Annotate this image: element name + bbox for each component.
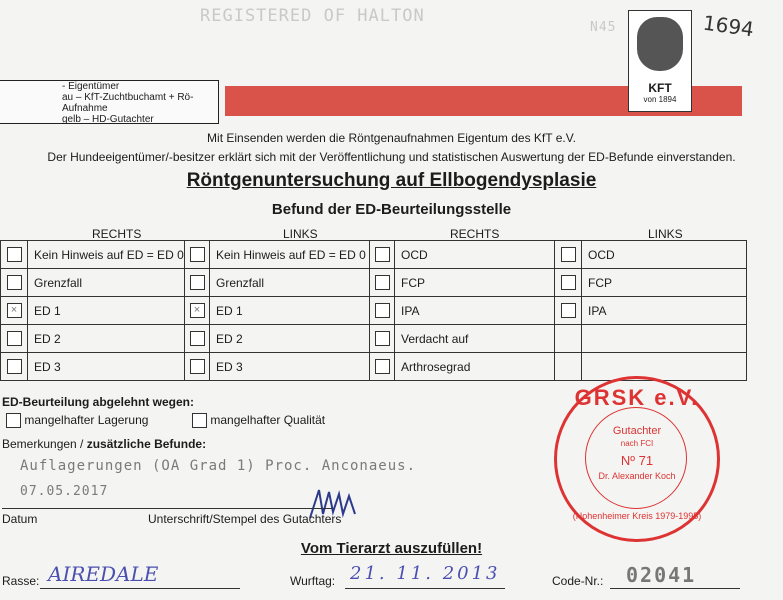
checkbox[interactable] (190, 247, 205, 262)
checkbox-cell (185, 241, 210, 269)
checkbox-cell (185, 325, 210, 353)
remarks-heading-bold: zusätzliche Befunde: (86, 437, 207, 451)
option-label: mangelhafter Lagerung (24, 413, 149, 427)
checkbox-cell (555, 241, 582, 269)
wurftag-value[interactable]: 21. 11. 2013 (350, 563, 501, 584)
finding-label: OCD (395, 241, 555, 269)
checkbox-cell (185, 297, 210, 325)
checkbox-cell (555, 269, 582, 297)
finding-label: Kein Hinweis auf ED = ED 0 (210, 241, 370, 269)
checkbox-cell (555, 353, 582, 381)
checkbox[interactable] (375, 331, 390, 346)
checkbox-cell (370, 297, 395, 325)
finding-label (582, 353, 747, 381)
logo-since-text: von 1894 (643, 95, 677, 104)
checkbox[interactable] (190, 359, 205, 374)
rasse-line (40, 588, 240, 589)
checkbox-cell (185, 353, 210, 381)
finding-label: ED 3 (210, 353, 370, 381)
finding-label: FCP (395, 269, 555, 297)
kft-logo (628, 10, 692, 112)
finding-label: ED 1 (210, 297, 370, 325)
remarks-heading (2, 437, 206, 451)
checkbox[interactable] (7, 359, 22, 374)
rejection-heading: ED-Beurteilung abgelehnt wegen: (2, 395, 195, 409)
checkbox-cell (370, 325, 395, 353)
checkbox[interactable] (7, 247, 22, 262)
wurftag-line (345, 588, 505, 589)
checkbox-cell (1, 353, 28, 381)
checkbox[interactable] (375, 247, 390, 262)
finding-label (582, 325, 747, 353)
finding-label: Grenzfall (210, 269, 370, 297)
form-subtitle: Befund der ED-Beurteilungsstelle (271, 201, 512, 218)
report-date: 07.05.2017 (20, 484, 109, 499)
checkbox-cell (555, 297, 582, 325)
checkbox-cell (370, 353, 395, 381)
checkbox-cell (370, 269, 395, 297)
code-value: 02041 (626, 563, 697, 587)
table-row (1, 297, 747, 325)
gutachter-stamp (554, 376, 720, 542)
rejection-option-qualitaet[interactable] (192, 413, 325, 428)
checkbox-cell (1, 241, 28, 269)
checkbox[interactable]: × (190, 303, 205, 318)
checkbox[interactable] (561, 303, 576, 318)
checkbox[interactable] (7, 331, 22, 346)
wurftag-label: Wurftag: (290, 574, 336, 588)
dog-heads-emblem-icon (637, 17, 683, 71)
rasse-label: Rasse: (2, 574, 40, 588)
col-header-rechts-1: RECHTS (92, 227, 142, 241)
table-row (1, 325, 747, 353)
checkbox[interactable] (375, 303, 390, 318)
checkbox[interactable] (192, 413, 207, 428)
checkbox-cell (370, 241, 395, 269)
legend-line-1: - Eigentümer (62, 81, 120, 92)
checkbox-cell (185, 269, 210, 297)
remarks-heading-plain: Bemerkungen / (2, 437, 87, 451)
checkbox[interactable] (375, 359, 390, 374)
finding-label: OCD (582, 241, 747, 269)
stamp-nach: nach FCI (620, 439, 654, 448)
bleed-through-code: N45 (590, 20, 617, 35)
checkbox[interactable] (375, 275, 390, 290)
checkbox-cell (1, 269, 28, 297)
remarks-text: Auflagerungen (OA Grad 1) Proc. Anconaeus. (20, 458, 417, 474)
datum-label: Datum (2, 512, 38, 526)
finding-label: IPA (582, 297, 747, 325)
checkbox[interactable] (7, 275, 22, 290)
col-header-links-2: LINKS (648, 227, 683, 241)
finding-label: ED 2 (28, 325, 185, 353)
finding-label: ED 1 (28, 297, 185, 325)
checkbox[interactable] (561, 275, 576, 290)
checkbox[interactable] (6, 413, 21, 428)
code-label: Code-Nr.: (552, 574, 604, 588)
copy-legend (0, 80, 219, 124)
legend-line-2: au – KfT-Zuchtbuchamt + Rö-Aufnahme (62, 92, 194, 114)
findings-table (0, 240, 747, 381)
finding-label: Kein Hinweis auf ED = ED 0 (28, 241, 185, 269)
finding-label: Arthrosegrad (395, 353, 555, 381)
logo-kft-text: KFT (648, 81, 672, 95)
finding-label: Grenzfall (28, 269, 185, 297)
table-row (1, 241, 747, 269)
stamp-doctor: Dr. Alexander Koch (598, 471, 676, 481)
stamp-place: (Hohenheimer Kreis 1979-1995) (572, 511, 702, 521)
stamp-org: GRSK e.V. (574, 385, 700, 410)
checkbox[interactable]: × (7, 303, 22, 318)
option-label: mangelhafter Qualität (210, 413, 326, 427)
checkbox-cell (1, 297, 28, 325)
finding-label: ED 3 (28, 353, 185, 381)
stamp-number: Nº 71 (620, 453, 654, 468)
col-header-rechts-2: RECHTS (450, 227, 500, 241)
finding-label: IPA (395, 297, 555, 325)
finding-label: FCP (582, 269, 747, 297)
notice-line-2: Der Hundeeigentümer/-besitzer erklärt sich mit der Veröffentlichung und statistischen Auswertung der ED-Befunde einverstanden. (47, 150, 736, 164)
stamp-role: Gutachter (612, 425, 662, 437)
bleed-through-text: REGISTERED OF HALTON (200, 6, 425, 26)
code-line (610, 588, 740, 589)
legend-line-3: gelb – HD-Gutachter (62, 114, 154, 125)
table-row (1, 269, 747, 297)
signature-label: Unterschrift/Stempel des Gutachters (148, 512, 342, 526)
rejection-option-lagerung[interactable] (6, 413, 148, 428)
checkbox[interactable] (561, 247, 576, 262)
notice-line-1: Mit Einsenden werden die Röntgenaufnahmen Eigentum des KfT e.V. (207, 131, 576, 145)
checkbox[interactable] (190, 331, 205, 346)
finding-label: Verdacht auf (395, 325, 555, 353)
signature-line (2, 508, 332, 509)
checkbox[interactable] (190, 275, 205, 290)
finding-label: ED 2 (210, 325, 370, 353)
rasse-value[interactable]: AIREDALE (48, 562, 159, 586)
col-header-links-1: LINKS (283, 227, 318, 241)
checkbox-cell (555, 325, 582, 353)
checkbox-cell (1, 325, 28, 353)
vet-heading: Vom Tierarzt auszufüllen! (300, 540, 483, 557)
form-title: Röntgenuntersuchung auf Ellbogendysplasie (186, 170, 597, 191)
handwritten-number: 1694 (701, 10, 756, 42)
